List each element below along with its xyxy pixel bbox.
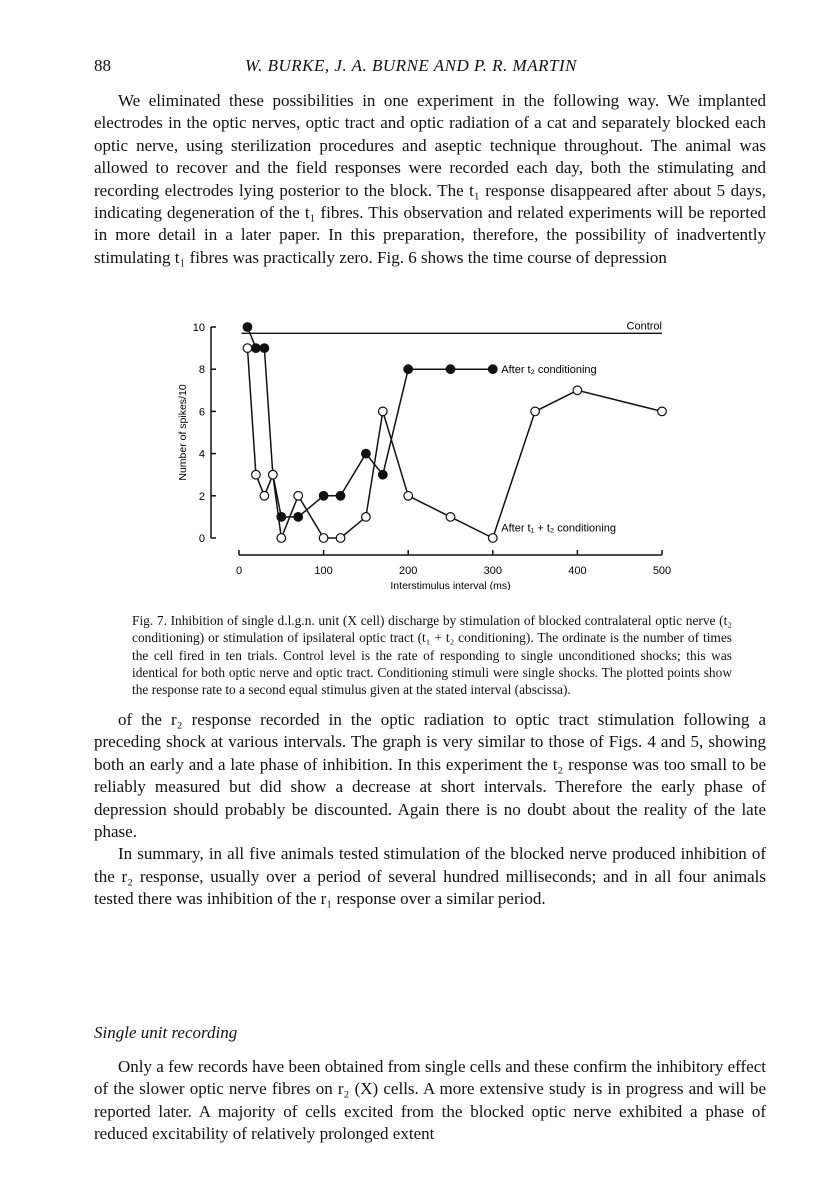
data-point — [260, 344, 269, 353]
data-point — [319, 492, 328, 501]
data-point — [379, 470, 388, 479]
page-number: 88 — [94, 56, 111, 75]
y-tick-label: 10 — [192, 322, 205, 334]
data-point — [531, 407, 540, 416]
data-point — [446, 513, 455, 522]
data-point — [489, 534, 498, 543]
series-label: After t₂ conditioning — [501, 364, 597, 377]
x-tick-label: 100 — [314, 565, 333, 577]
data-point — [260, 492, 269, 501]
data-point — [252, 470, 261, 479]
body-text-3 — [94, 1056, 766, 1146]
section-heading: Single unit recording — [94, 1023, 238, 1042]
data-point — [336, 534, 345, 543]
data-point — [277, 534, 286, 543]
data-point — [294, 492, 303, 501]
data-point — [294, 513, 303, 522]
series-line — [247, 348, 662, 538]
figure-caption: Fig. 7. Inhibition of single d.l.g.n. unit (X cell) discharge by stimulation of blocked contralateral optic nerve (t₂ conditioning) or stimulation of ipsilateral optic tract (t₁ + t₂ conditioning). The ordinate is the number of times the cell fired in ten trials. Control level is the rate of responding to single unconditioned shocks; this was identical for both optic nerve and optic tract. Conditioning stimuli were single shocks. The plotted points show the response rate to a second equal stimulus given at the stated interval (abscissa). — [132, 613, 732, 698]
x-axis-label: Interstimulus interval (ms) — [390, 580, 511, 590]
y-tick-label: 6 — [198, 406, 205, 419]
data-point — [379, 407, 388, 416]
y-tick-label: 4 — [198, 448, 205, 461]
series-label: After t₁ + t₂ conditioning — [501, 522, 616, 535]
y-tick-label: 8 — [198, 364, 205, 377]
x-tick-label: 400 — [568, 565, 587, 577]
x-tick-label: 300 — [483, 565, 502, 577]
control-label: Control — [626, 320, 662, 333]
data-point — [489, 365, 498, 374]
x-tick-label: 0 — [235, 565, 243, 577]
body-text-1 — [94, 90, 766, 269]
data-point — [252, 344, 261, 353]
x-tick-label: 500 — [652, 565, 672, 577]
data-point — [404, 365, 413, 374]
data-point — [319, 534, 328, 543]
authors: W. BURKE, J. A. BURNE AND P. R. MARTIN — [245, 56, 577, 75]
data-point — [573, 386, 582, 395]
data-point — [362, 449, 371, 458]
body-text-2 — [94, 709, 766, 911]
y-tick-label: 0 — [198, 533, 205, 545]
paragraph: We eliminated these possibilities in one experiment in the following way. We implanted electrodes in the optic nerves, optic tract and optic radiation of a cat and separately blocked each optic nerve, using sterilization procedures and aseptic technique throughout. The animal was allowed to recover and the field responses were recorded each day, both the stimulating and recording electrodes lying posterior to the block. The t₁ response disappeared after about 5 days, indicating degeneration of the t₁ fibres. This observation and related experiments will be reported in more detail in a later paper. In this preparation, therefore, the possibility of inadvertently stimulating t₁ fibres was practically zero. Fig. 6 shows the time course of depression — [94, 91, 766, 267]
data-point — [243, 344, 252, 353]
paragraph: Only a few records have been obtained from single cells and these confirm the inhibitory effect of the slower optic nerve fibres on r₂ (X) cells. A more extensive study is in progress and will be reported later. A majority of cells excited from the blocked optic nerve exhibited a phase of reduced excitability of relatively prolonged extent — [94, 1057, 766, 1144]
x-tick-label: 200 — [399, 565, 418, 577]
data-point — [404, 492, 413, 501]
data-point — [446, 365, 455, 374]
data-point — [336, 492, 345, 501]
paragraph: In summary, in all five animals tested stimulation of the blocked nerve produced inhibition of the r₂ response, usually over a period of several hundred milliseconds; and in all four animals tested there was inhibition of the r₁ response over a similar period. — [94, 844, 766, 909]
y-axis-label: Number of spikes/10 — [177, 384, 189, 481]
data-point — [243, 323, 252, 332]
data-point — [362, 513, 371, 522]
paragraph: of the r₂ response recorded in the optic radiation to optic tract stimulation following a preceding shock at various intervals. The graph is very similar to those of Figs. 4 and 5, showing both an early and a late phase of inhibition. In this experiment the t₂ response was too small to be reliably measured but did show a decrease at short intervals. Therefore the early phase of depression should probably be discounted. Again there is no doubt about the reality of the late phase. — [94, 710, 766, 842]
figure-7-chart — [150, 310, 690, 590]
y-tick-label: 2 — [198, 490, 205, 503]
data-point — [658, 407, 667, 416]
data-point — [269, 470, 278, 479]
